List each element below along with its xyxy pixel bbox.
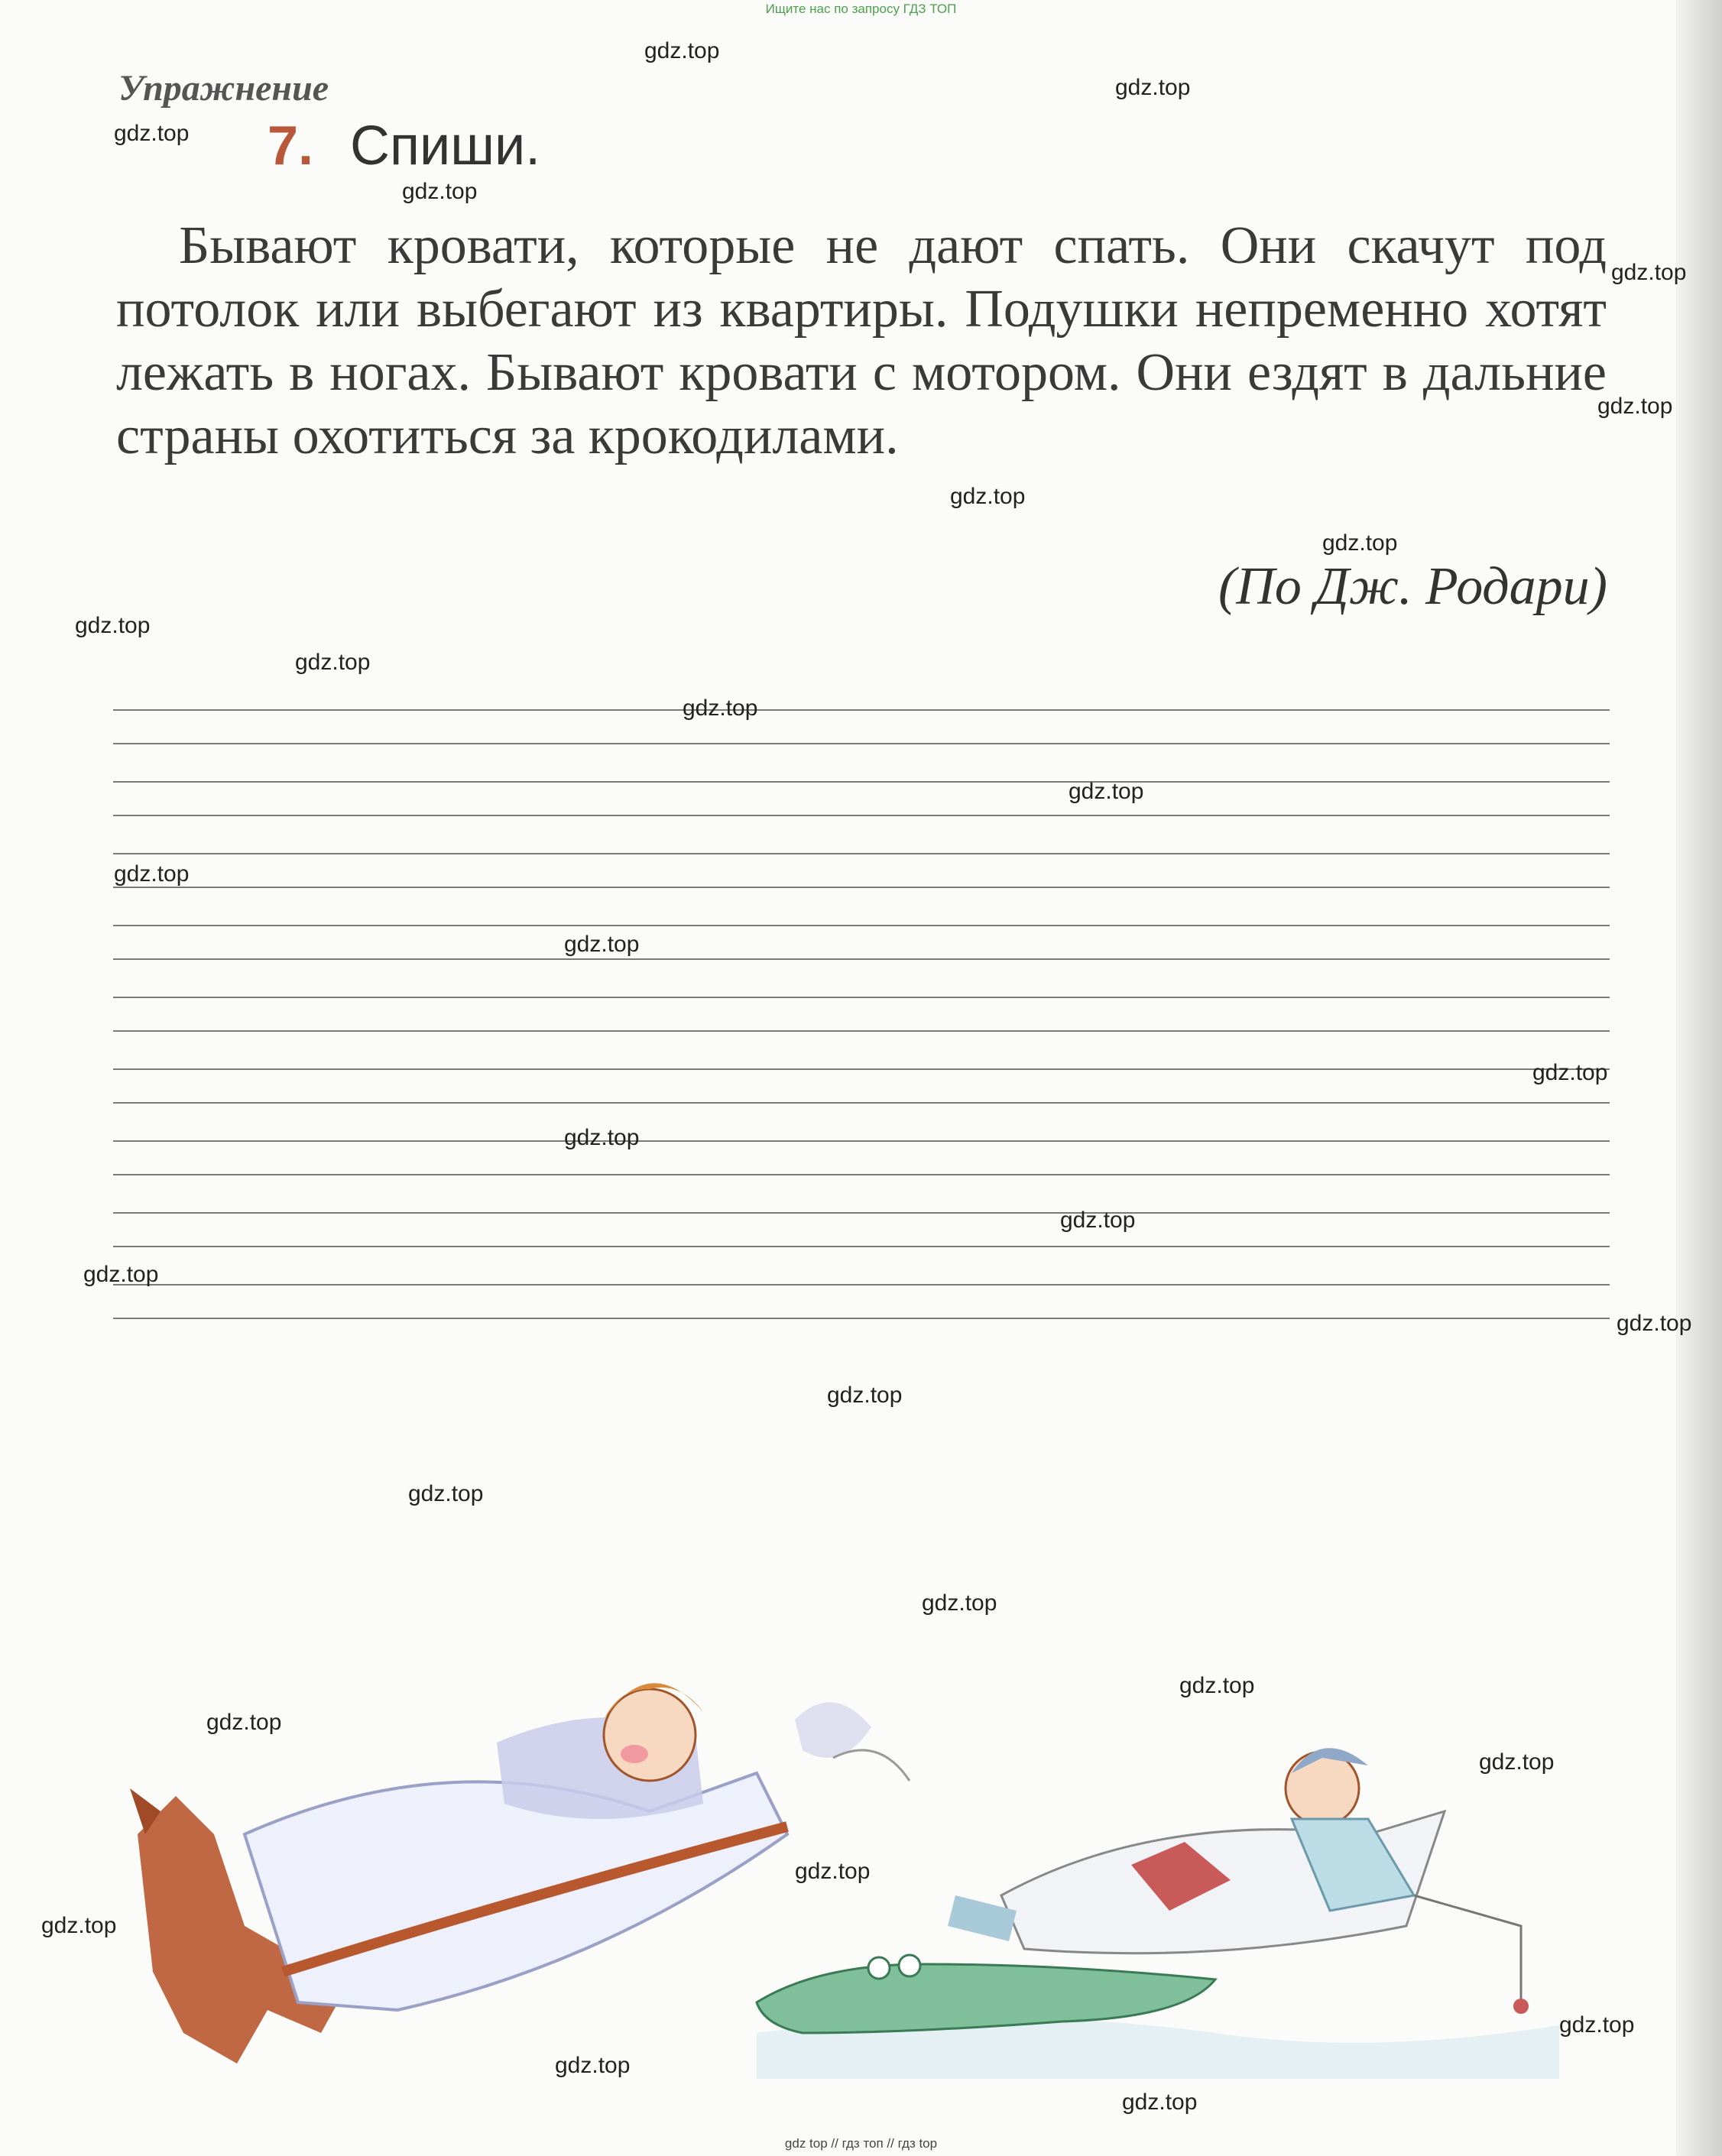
watermark: gdz.top [1179, 1673, 1255, 1698]
author-attribution: (По Дж. Родари) [1218, 557, 1607, 616]
watermark: gdz.top [922, 1590, 997, 1616]
watermark: gdz.top [564, 1125, 640, 1150]
watermark: gdz.top [795, 1859, 871, 1884]
exercise-title: Спиши. [350, 115, 541, 177]
watermark: gdz.top [402, 179, 478, 204]
watermark: gdz.top [1322, 530, 1398, 556]
watermark: gdz.top [1115, 75, 1191, 100]
watermark: gdz.top [555, 2053, 631, 2078]
exercise-label: Упражнение [118, 68, 329, 109]
watermark: gdz.top [1060, 1208, 1136, 1233]
watermark: gdz.top [644, 38, 720, 63]
watermark: gdz.top [408, 1481, 484, 1506]
watermark: gdz.top [41, 1913, 117, 1938]
writing-line[interactable] [113, 781, 1610, 816]
watermark: gdz.top [1069, 779, 1144, 804]
watermark: gdz.top [83, 1262, 159, 1287]
watermark: gdz.top [950, 484, 1026, 509]
writing-line[interactable] [113, 709, 1610, 744]
writing-line[interactable] [113, 1140, 1610, 1175]
watermark: gdz.top [1532, 1060, 1608, 1085]
watermark: gdz.top [1559, 2012, 1635, 2038]
writing-line[interactable] [113, 1212, 1610, 1247]
illustration [69, 1605, 1613, 2079]
watermark: gdz.top [1617, 1311, 1692, 1336]
watermark: gdz.top [1597, 394, 1673, 419]
watermark: gdz.top [75, 613, 151, 638]
writing-line[interactable] [113, 997, 1610, 1032]
watermark: gdz.top [295, 650, 371, 675]
bottom-banner[interactable]: gdz top // гдз топ // гдз top [784, 2136, 938, 2151]
writing-line[interactable] [113, 925, 1610, 960]
top-banner[interactable]: Ищите нас по запросу ГДЗ ТОП [765, 2, 957, 16]
watermark: gdz.top [827, 1383, 903, 1408]
watermark: gdz.top [683, 695, 758, 721]
watermark: gdz.top [114, 121, 190, 146]
watermark: gdz.top [564, 932, 640, 957]
watermark: gdz.top [1122, 2090, 1198, 2115]
watermark: gdz.top [1479, 1749, 1555, 1775]
exercise-number: 7. [268, 115, 314, 177]
writing-line[interactable] [113, 853, 1610, 888]
watermark: gdz.top [114, 861, 190, 887]
writing-line[interactable] [113, 1068, 1610, 1104]
writing-line[interactable] [113, 1284, 1610, 1319]
exercise-text [116, 214, 1607, 468]
watermark: gdz.top [206, 1710, 282, 1735]
child-on-bed-over-crocodile-icon [757, 1748, 1559, 2079]
page-spine [1676, 0, 1722, 2156]
writing-lines [113, 709, 1610, 1356]
exercise-paragraph: Бывают кровати, которые не дают спать. Они скачут под потолок или выбегают из квартиры. Подушки непременно хотят лежать в ногах. Бывают кровати с мотором. Они ездят в дальние страны охотиться за крокодилами. [116, 216, 1607, 465]
watermark: gdz.top [1611, 260, 1687, 285]
